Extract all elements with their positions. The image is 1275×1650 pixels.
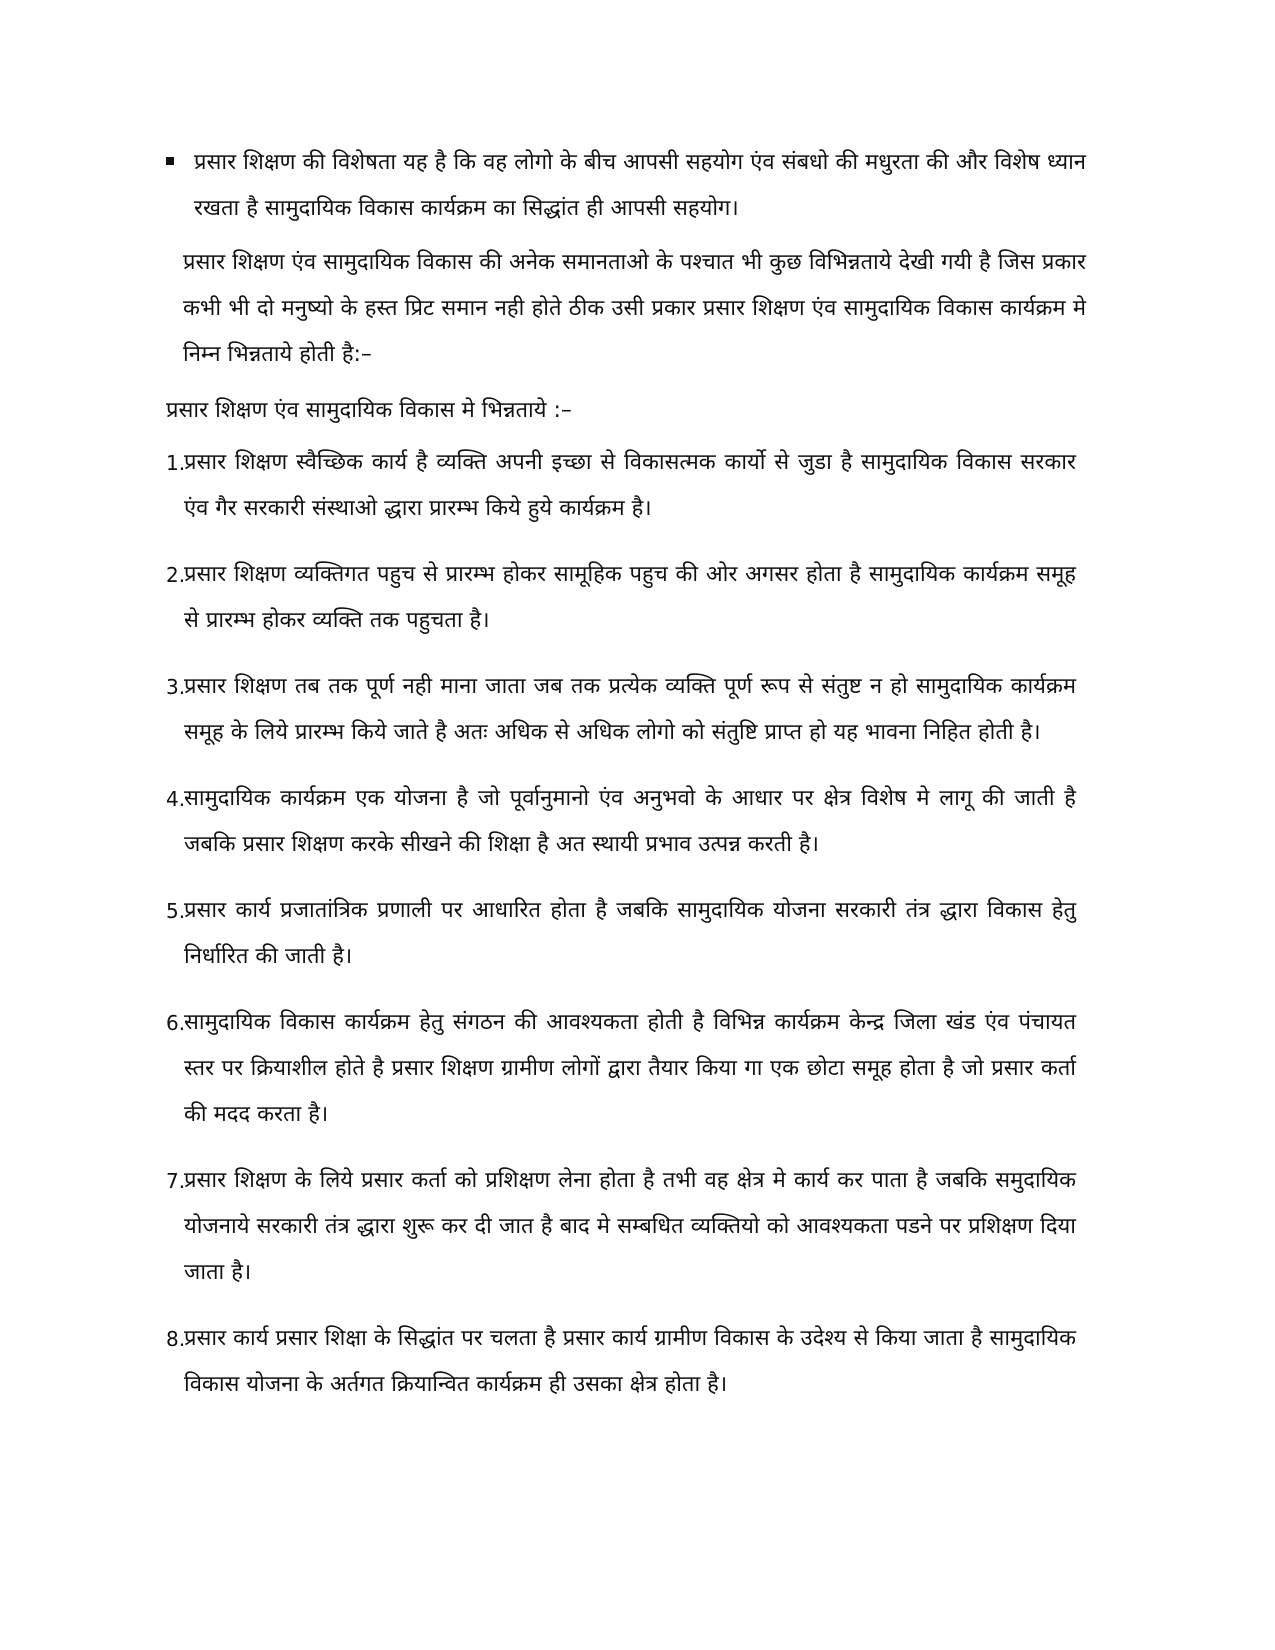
list-item-number: 4. — [166, 787, 186, 811]
list-item-text: प्रसार शिक्षण तब तक पूर्ण नही माना जाता जब तक प्रत्येक व्यक्ति पूर्ण रूप से संतुष्ट न हो सामुदायिक कार्यक्रम समूह के लिये प्रारम्भ किये जाते है अतः अधिक से अधिक लोगो को संतुष्टि प्राप्त हो यह भावना निहित होती है। — [184, 674, 1076, 745]
list-item-text: सामुदायिक कार्यक्रम एक योजना है जो पूर्वानुमानो एंव अनुभवो के आधार पर क्षेत्र विशेष मे लागू की जाती है जबकि प्रसार शिक्षण करके सीखने की शिक्षा है अत स्थायी प्रभाव उत्पन्न करती है। — [184, 786, 1076, 857]
list-item-text: प्रसार शिक्षण के लिये प्रसार कर्ता को प्रशिक्षण लेना होता है तभी वह क्षेत्र मे कार्य कर पाता है जबकि समुदायिक योजनाये सरकारी तंत्र द्धारा शुरू कर दी जात है बाद मे सम्बधित व्यक्तियो को आवश्यकता पडने पर प्रशिक्षण दिया जाता है। — [184, 1168, 1076, 1285]
list-item-text: प्रसार शिक्षण व्यक्तिगत पहुच से प्रारम्भ होकर सामूहिक पहुच की ओर अगसर होता है सामुदायिक कार्यक्रम समूह से प्रारम्भ होकर व्यक्ति तक पहुचता है। — [184, 562, 1076, 633]
list-item-number: 3. — [166, 675, 186, 699]
list-item-text: प्रसार कार्य प्रजातांत्रिक प्रणाली पर आधारित होता है जबकि सामुदायिक योजना सरकारी तंत्र द्धारा विकास हेतु निर्धारित की जाती है। — [184, 898, 1076, 969]
list-item-number: 1. — [166, 451, 186, 475]
list-item — [166, 664, 1076, 756]
section-heading: प्रसार शिक्षण एंव सामुदायिक विकास मे भिन्नताये :– — [166, 398, 572, 423]
differences-list — [166, 440, 1076, 1428]
list-item — [166, 1000, 1076, 1138]
list-item — [166, 1158, 1076, 1296]
list-item-number: 2. — [166, 563, 186, 587]
list-item-number: 7. — [166, 1169, 186, 1193]
square-bullet-icon — [166, 157, 174, 165]
list-item-text: प्रसार कार्य प्रसार शिक्षा के सिद्धांत पर चलता है प्रसार कार्य ग्रामीण विकास के उदेश्य से किया जाता है सामुदायिक विकास योजना के अर्तगत क्रियान्वित कार्यक्रम ही उसका क्षेत्र होता है। — [184, 1326, 1076, 1397]
list-item-number: 8. — [166, 1327, 186, 1351]
list-item — [166, 1316, 1076, 1408]
list-item-number: 5. — [166, 899, 186, 923]
list-item — [166, 440, 1076, 532]
intro-paragraph: प्रसार शिक्षण एंव सामुदायिक विकास की अनेक समानताओ के पश्चात भी कुछ विभिन्नताये देखी गयी है जिस प्रकार कभी भी दो मनुष्यो के हस्त प्रिट समान नही होते ठीक उसी प्रकार प्रसार शिक्षण एंव सामुदायिक विकास कार्यक्रम मे निम्न भिन्नताये होती है:– — [183, 250, 1086, 367]
list-item — [166, 888, 1076, 980]
list-item — [166, 552, 1076, 644]
bullet-paragraph — [166, 140, 1086, 232]
bullet-text: प्रसार शिक्षण की विशेषता यह है कि वह लोगो के बीच आपसी सहयोग एंव संबधो की मधुरता की और विशेष ध्यान रखता है सामुदायिक विकास कार्यक्रम का सिद्धांत ही आपसी सहयोग। — [194, 150, 1086, 221]
list-item-text: सामुदायिक विकास कार्यक्रम हेतु संगठन की आवश्यकता होती है विभिन्न कार्यक्रम केन्द्र जिला खंड एंव पंचायत स्तर पर क्रियाशील होते है प्रसार शिक्षण ग्रामीण लोगों द्वारा तैयार किया गा एक छोटा समूह होता है जो प्रसार कर्ता की मदद करता है। — [184, 1010, 1076, 1127]
list-item — [166, 776, 1076, 868]
list-item-number: 6. — [166, 1011, 186, 1035]
list-item-text: प्रसार शिक्षण स्वैच्छिक कार्य है व्यक्ति अपनी इच्छा से विकासत्मक कार्यो से जुडा है सामुदायिक विकास सरकार एंव गैर सरकारी संस्थाओ द्धारा प्रारम्भ किये हुये कार्यक्रम है। — [184, 450, 1076, 521]
